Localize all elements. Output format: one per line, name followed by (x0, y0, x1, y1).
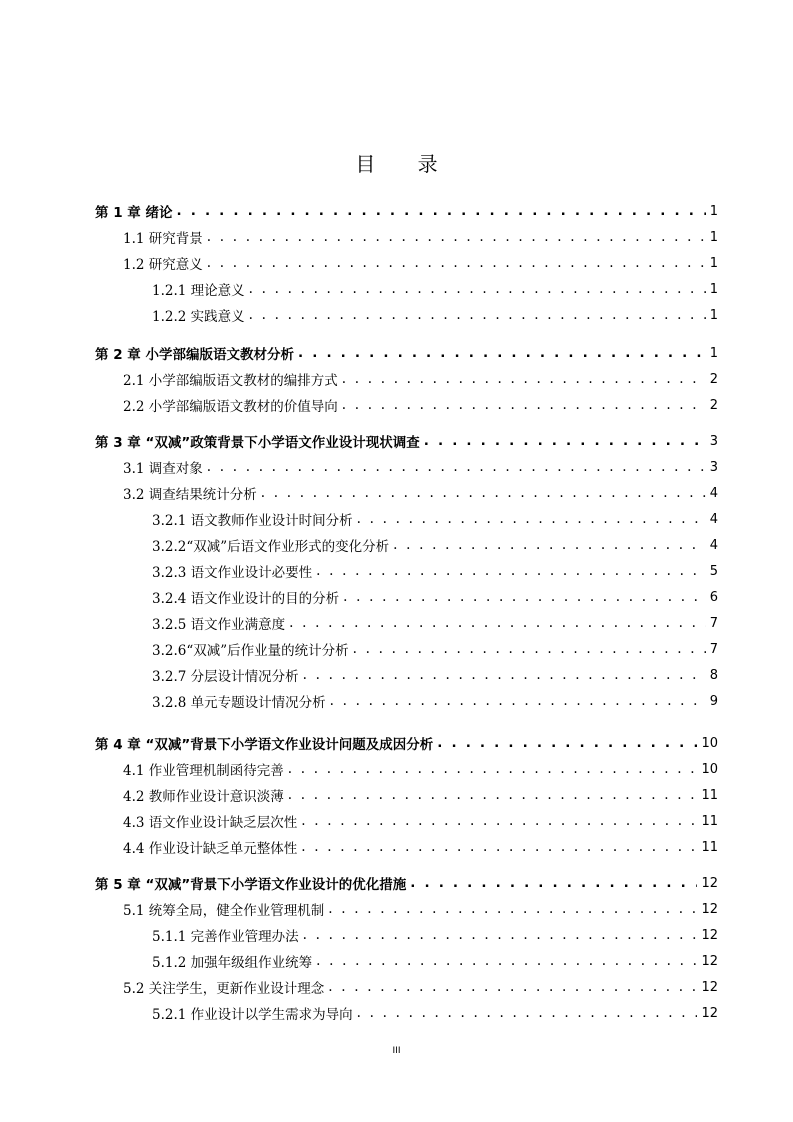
toc-entry-label: 3.1 调查对象 (123, 461, 203, 477)
toc-entry-page-number: 12 (701, 979, 718, 995)
toc-section-entry[interactable] (123, 250, 718, 276)
toc-dot-leader (316, 953, 697, 969)
toc-entry-page-number: 11 (701, 787, 718, 803)
toc-dot-leader (357, 511, 706, 527)
toc-subsection-entry[interactable] (152, 948, 718, 974)
toc-dot-leader (301, 813, 697, 829)
toc-entry-label: 4.1 作业管理机制函待完善 (123, 763, 284, 779)
toc-subsection-entry[interactable] (152, 662, 718, 688)
toc-entry-label: 3.2.1 语文教师作业设计时间分析 (152, 513, 353, 529)
toc-dot-leader (303, 927, 698, 943)
toc-section-entry[interactable] (123, 366, 718, 392)
page-number-footer: III (392, 1046, 401, 1056)
toc-entry-page-number: 12 (701, 953, 718, 969)
toc-entry-page-number: 2 (709, 371, 718, 387)
toc-entry-label: 2.1 小学部编版语文教材的编排方式 (123, 373, 338, 389)
toc-subsection-entry[interactable] (152, 688, 718, 714)
toc-entry-label: 5.2 关注学生，更新作业设计理念 (123, 981, 325, 997)
toc-entry-label: 3.2.6“双减”后作业量的统计分析 (152, 643, 349, 659)
toc-subsection-entry[interactable] (152, 558, 718, 584)
toc-dot-leader (288, 761, 698, 777)
toc-dot-leader (298, 345, 706, 361)
toc-chapter-entry[interactable] (95, 198, 718, 224)
toc-section-entry[interactable] (123, 224, 718, 250)
toc-dot-leader (207, 459, 706, 475)
toc-dot-leader (249, 281, 706, 297)
toc-entry-page-number: 11 (701, 839, 718, 855)
toc-entry-page-number: 4 (709, 511, 718, 527)
toc-entry-label: 3.2.2“双减”后语文作业形式的变化分析 (152, 539, 390, 555)
toc-dot-leader (177, 203, 706, 219)
toc-entry-label: 1.2.2 实践意义 (152, 309, 245, 325)
toc-section-entry[interactable] (123, 782, 718, 808)
toc-dot-leader (289, 615, 706, 631)
toc-subsection-entry[interactable] (152, 276, 718, 302)
toc-entry-page-number: 1 (709, 307, 718, 323)
page-title: 目 录 (355, 152, 456, 176)
toc-subsection-entry[interactable] (152, 610, 718, 636)
toc-section-entry[interactable] (123, 480, 718, 506)
toc-entry-page-number: 4 (709, 537, 718, 553)
toc-dot-leader (328, 901, 697, 917)
toc-dot-leader (328, 979, 697, 995)
toc-dot-leader (437, 735, 697, 751)
toc-entry-page-number: 5 (709, 563, 718, 579)
toc-dot-leader (288, 787, 698, 803)
toc-subsection-entry[interactable] (152, 636, 718, 662)
toc-entry-page-number: 10 (701, 735, 718, 751)
toc-entry-label: 4.4 作业设计缺乏单元整体性 (123, 841, 298, 857)
toc-entry-page-number: 1 (709, 229, 718, 245)
toc-entry-label: 第 4 章 “双减”背景下小学语文作业设计问题及成因分析 (95, 737, 434, 753)
toc-entry-page-number: 1 (709, 255, 718, 271)
toc-dot-leader (353, 641, 706, 657)
toc-dot-leader (342, 397, 706, 413)
toc-entry-label: 第 2 章 小学部编版语文教材分析 (95, 347, 294, 363)
toc-entry-page-number: 8 (709, 667, 718, 683)
toc-dot-leader (301, 839, 697, 855)
toc-entry-page-number: 3 (709, 459, 718, 475)
toc-entry-label: 2.2 小学部编版语文教材的价值导向 (123, 399, 338, 415)
toc-entry-page-number: 4 (709, 485, 718, 501)
toc-section-entry[interactable] (123, 896, 718, 922)
toc-subsection-entry[interactable] (152, 584, 718, 610)
toc-entry-page-number: 3 (709, 433, 718, 449)
toc-entry-label: 5.2.1 作业设计以学生需求为导向 (152, 1007, 353, 1023)
toc-entry-label: 1.1 研究背景 (123, 231, 203, 247)
toc-dot-leader (343, 589, 706, 605)
toc-dot-leader (316, 563, 706, 579)
toc-entry-page-number: 10 (701, 761, 718, 777)
toc-entry-label: 3.2.7 分层设计情况分析 (152, 669, 299, 685)
toc-entry-label: 3.2.8 单元专题设计情况分析 (152, 695, 326, 711)
toc-entry-page-number: 9 (709, 693, 718, 709)
toc-chapter-entry[interactable] (95, 428, 718, 454)
toc-dot-leader (261, 485, 706, 501)
toc-subsection-entry[interactable] (152, 302, 718, 328)
toc-section-entry[interactable] (123, 454, 718, 480)
toc-entry-label: 5.1 统筹全局，健全作业管理机制 (123, 903, 325, 919)
toc-entry-label: 第 5 章 “双减”背景下小学语文作业设计的优化措施 (95, 877, 407, 893)
toc-entry-page-number: 1 (709, 203, 718, 219)
toc-dot-leader (393, 537, 706, 553)
toc-dot-leader (207, 255, 706, 271)
toc-entry-page-number: 2 (709, 397, 718, 413)
toc-subsection-entry[interactable] (152, 532, 718, 558)
toc-entry-page-number: 12 (701, 875, 718, 891)
toc-chapter-entry[interactable] (95, 870, 718, 896)
toc-entry-label: 1.2.1 理论意义 (152, 283, 245, 299)
toc-dot-leader (342, 371, 706, 387)
toc-subsection-entry[interactable] (152, 1000, 718, 1026)
toc-dot-leader (424, 433, 706, 449)
toc-dot-leader (249, 307, 706, 323)
toc-section-entry[interactable] (123, 392, 718, 418)
toc-section-entry[interactable] (123, 834, 718, 860)
toc-entry-label: 4.2 教师作业设计意识淡薄 (123, 789, 284, 805)
toc-chapter-entry[interactable] (95, 340, 718, 366)
toc-dot-leader (410, 875, 697, 891)
toc-entry-label: 4.3 语文作业设计缺乏层次性 (123, 815, 298, 831)
toc-entry-page-number: 1 (709, 281, 718, 297)
toc-entry-label: 3.2.3 语文作业设计必要性 (152, 565, 313, 581)
toc-entry-label: 1.2 研究意义 (123, 257, 203, 273)
toc-entry-label: 3.2.5 语文作业满意度 (152, 617, 286, 633)
toc-entry-page-number: 12 (701, 927, 718, 943)
toc-entry-page-number: 1 (709, 345, 718, 361)
toc-dot-leader (330, 693, 706, 709)
toc-dot-leader (357, 1005, 698, 1021)
toc-section-entry[interactable] (123, 756, 718, 782)
toc-subsection-entry[interactable] (152, 922, 718, 948)
toc-entry-page-number: 7 (709, 615, 718, 631)
toc-entry-page-number: 11 (701, 813, 718, 829)
toc-entry-label: 3.2.4 语文作业设计的目的分析 (152, 591, 340, 607)
toc-dot-leader (207, 229, 706, 245)
toc-entry-page-number: 7 (709, 641, 718, 657)
toc-subsection-entry[interactable] (152, 506, 718, 532)
toc-chapter-entry[interactable] (95, 730, 718, 756)
toc-dot-leader (303, 667, 706, 683)
toc-section-entry[interactable] (123, 974, 718, 1000)
toc-entry-page-number: 12 (701, 1005, 718, 1021)
toc-entry-page-number: 12 (701, 901, 718, 917)
toc-entry-label: 5.1.2 加强年级组作业统筹 (152, 955, 313, 971)
toc-section-entry[interactable] (123, 808, 718, 834)
toc-entry-page-number: 6 (709, 589, 718, 605)
toc-entry-label: 5.1.1 完善作业管理办法 (152, 929, 299, 945)
toc-entry-label: 第 1 章 绪论 (95, 205, 173, 221)
toc-entry-label: 3.2 调查结果统计分析 (123, 487, 257, 503)
toc-entry-label: 第 3 章 “双减”政策背景下小学语文作业设计现状调查 (95, 435, 420, 451)
